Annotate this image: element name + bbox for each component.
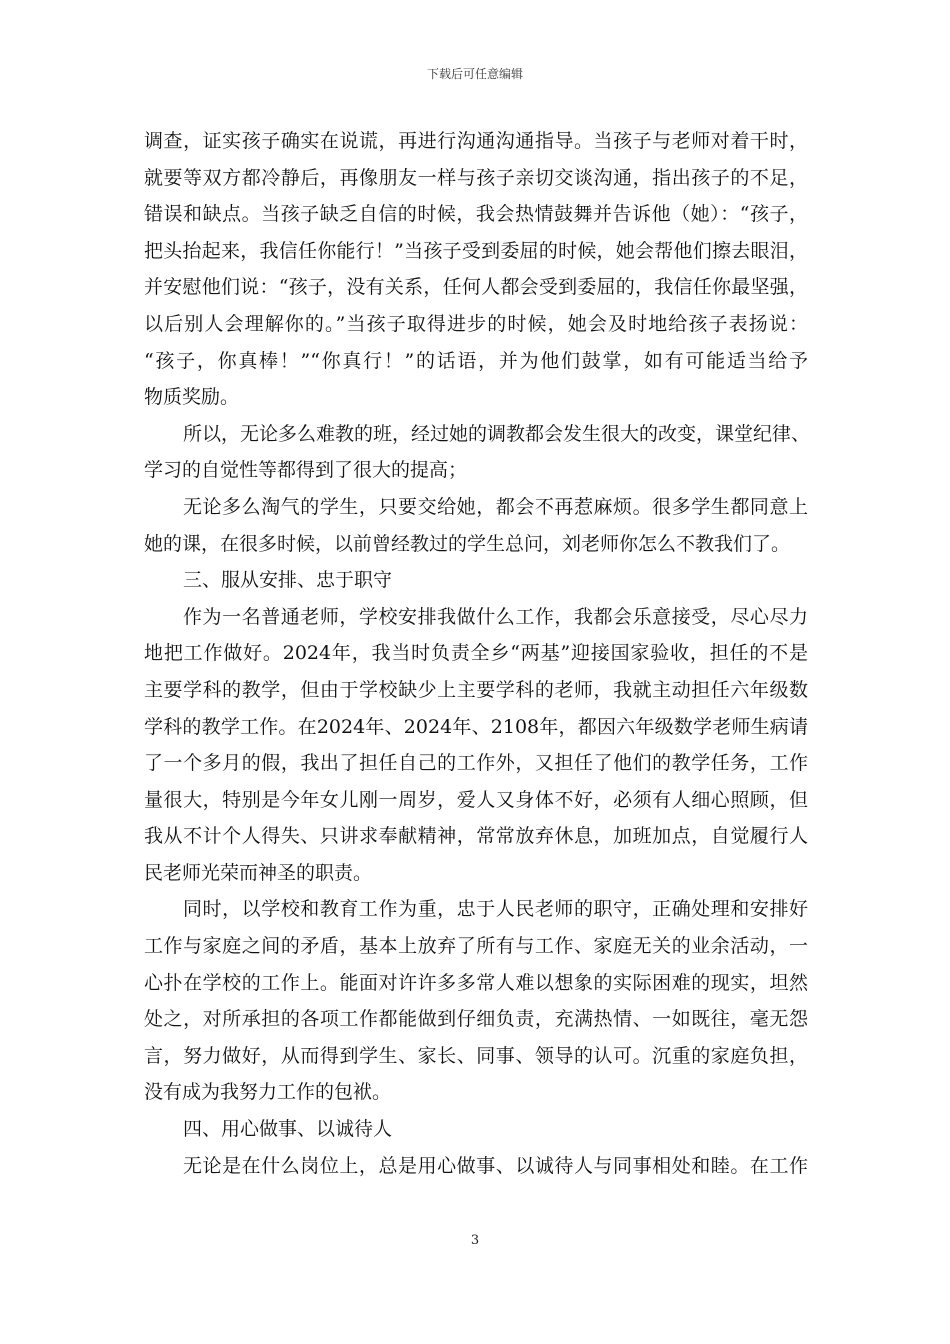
text-line: 民老师光荣而神圣的职责。 [144,861,373,884]
paragraph-start-line: 无论是在什么岗位上，总是用心做事、以诚待人与同事相处和睦。在工作 [183,1154,808,1177]
paragraph-start-line: 作为一名普通老师，学校安排我做什么工作，我都会乐意接受，尽心尽力 [183,605,808,628]
page-header: 下载后可任意编辑 [426,67,523,81]
text-line: 错误和缺点。当孩子缺乏自信的时候，我会热情鼓舞并告诉他（她）：“孩子， [144,203,808,226]
text-line: 学科的教学工作。在2024年、2024年、2108年，都因六年级数学老师生病请 [144,715,808,738]
text-line: 了一个多月的假，我出了担任自己的工作外，又担任了他们的教学任务，工作 [144,752,808,775]
text-line: 调查，证实孩子确实在说谎，再进行沟通沟通指导。当孩子与老师对着干时， [144,130,808,152]
page-number: 3 [470,1233,480,1248]
section-heading: 三、服从安排、忠于职守 [183,569,393,592]
text-line: 把头抬起来，我信任你能行！”当孩子受到委屈的时候，她会帮他们擦去眼泪， [144,239,808,262]
text-line: 学习的自觉性等都得到了很大的提高； [144,459,468,482]
text-line: 就要等双方都冷静后，再像朋友一样与孩子亲切交谈沟通，指出孩子的不足， [144,166,808,189]
text-line: 言，努力做好，从而得到学生、家长、同事、领导的认可。沉重的家庭负担， [144,1044,808,1067]
text-line: 我从不计个人得失、只讲求奉献精神，常常放弃休息，加班加点，自觉履行人 [144,825,808,848]
text-line: 心扑在学校的工作上。能面对许许多多常人难以想象的实际困难的现实，坦然 [144,971,808,994]
text-line: 工作与家庭之间的矛盾，基本上放弃了所有与工作、家庭无关的业余活动，一 [144,935,808,958]
text-line: 没有成为我努力工作的包袱。 [144,1081,392,1104]
section-heading: 四、用心做事、以诚待人 [183,1118,393,1141]
text-line: 并安慰他们说：“孩子，没有关系，任何人都会受到委屈的，我信任你最坚强， [144,276,808,299]
text-line: 物质奖励。 [144,386,240,409]
paragraph-start-line: 无论多么淘气的学生，只要交给她，都会不再惹麻烦。很多学生都同意上 [183,495,808,518]
document-body [144,123,811,1184]
text-line: “孩子，你真棒！”“你真行！”的话语，并为他们鼓掌，如有可能适当给予 [144,349,808,372]
paragraph-start-line: 所以，无论多么难教的班，经过她的调教都会发生很大的改变，课堂纪律、 [183,422,811,445]
text-line: 量很大，特别是今年女儿刚一周岁，爱人又身体不好，必须有人细心照顾，但 [144,788,808,811]
text-line: 地把工作做好。2024年，我当时负责全乡“两基”迎接国家验收，担任的不是 [144,642,808,665]
text-line: 处之，对所承担的各项工作都能做到仔细负责，充满热情、一如既往，毫无怨 [144,1008,808,1031]
text-line: 她的课，在很多时候，以前曾经教过的学生总问，刘老师你怎么不教我们了。 [144,532,791,555]
text-line: 主要学科的教学，但由于学校缺少上主要学科的老师，我就主动担任六年级数 [144,678,808,701]
paragraph-start-line: 同时，以学校和教育工作为重，忠于人民老师的职守，正确处理和安排好 [183,898,808,921]
text-line: 以后别人会理解你的。”当孩子取得进步的时候，她会及时地给孩子表扬说： [144,312,808,335]
